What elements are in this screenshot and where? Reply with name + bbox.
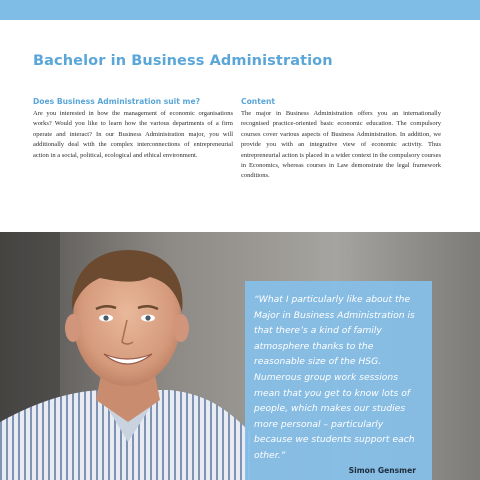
header-bar bbox=[0, 0, 480, 20]
testimonial-quote: “What I particularly like about the Major in Business Administration is that there’s a kind of family atmosphere thanks to the reasonable size of the HSG. Numerous group work sessions mean that you get to know lots of people, which makes our studies more personal – particularly because we students support each other.” bbox=[254, 294, 415, 461]
content-section bbox=[241, 97, 441, 182]
testimonial-author: Simon Gensmer bbox=[348, 465, 416, 475]
suitability-heading: Does Business Administration suit me? bbox=[33, 97, 201, 106]
page-title: Bachelor in Business Administration bbox=[33, 53, 333, 69]
suitability-body: Are you interested in how the management of economic organisations works? Would you like to learn how the various departments of a firm operate and interact? In our Business Administration major, you will additionally deal with the complex interconnections of entrepreneurial action in a social, political, ecological and ethical environment. bbox=[33, 110, 233, 159]
suitability-section bbox=[33, 97, 233, 161]
content-body: The major in Business Administration offers you an internationally recognised practice-oriented basic economic education. The compulsory courses cover various aspects of Business Administration. In addition, we provide you with an integrative view of economic activity. Thus entrepreneurial action is placed in a wider context in the compulsory courses in Economics, whereas courses in Law demonstrate the legal framework conditions. bbox=[241, 110, 441, 180]
content-heading: Content bbox=[241, 97, 276, 106]
testimonial-box bbox=[245, 281, 432, 480]
